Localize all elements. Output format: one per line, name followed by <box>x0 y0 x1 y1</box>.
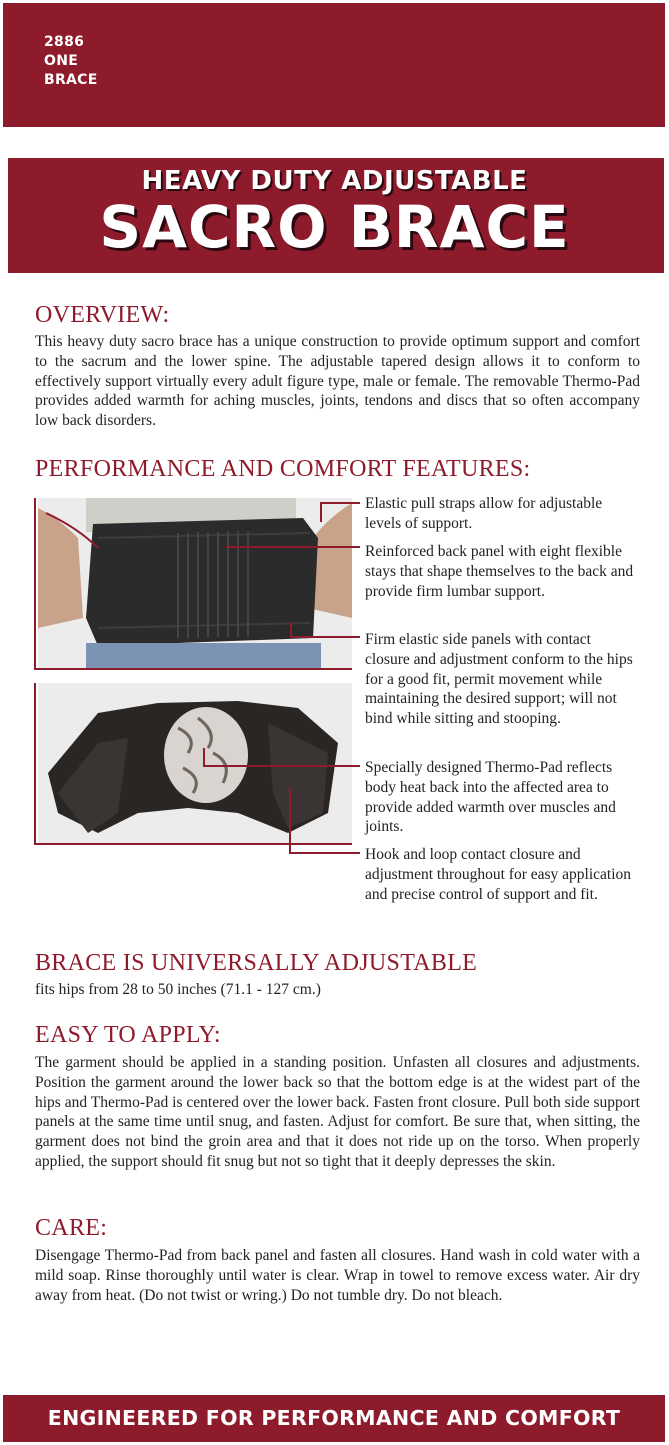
feature-thermo-pad: Specially designed Thermo-Pad reflects body heat back into the affected area to provide added warmth over muscles and joints. <box>365 759 616 836</box>
leader-line-side-panels <box>290 636 360 638</box>
feature-closure: Hook and loop contact closure and adjustment throughout for easy application and precise control of support and fit. <box>365 846 632 903</box>
feature-back-panel: Reinforced back panel with eight flexible stays that shape themselves to the back and provide firm lumbar support. <box>365 543 634 600</box>
footer-tagline: ENGINEERED FOR PERFORMANCE AND COMFORT <box>47 1406 621 1430</box>
top-banner <box>3 3 665 127</box>
leader-line-thermo-pad <box>203 748 205 767</box>
easy-to-apply-heading: EASY TO APPLY: <box>35 1022 221 1048</box>
leader-line-straps <box>320 502 360 504</box>
title-subtitle: HEAVY DUTY ADJUSTABLE <box>141 166 528 196</box>
leader-line-back-panel <box>226 546 360 548</box>
easy-to-apply-text: The garment should be applied in a standing position. Unfasten all closures and adjustments. Position the garment around the lower back so that the bottom edge is at the widest part of the hips and Thermo-Pad is centered over the lower back. Fasten front closure. Pull both side support panels at the same time until snug, and fasten. Adjust for comfort. Be sure that, when sitting, the garment does not bind the groin area and that it does not ride up on the torso. When properly applied, the support should fit snug but not so tight that it deeply depresses the skin. <box>35 1054 640 1170</box>
overview-heading: OVERVIEW: <box>35 302 170 328</box>
photo-frame-line <box>34 498 36 670</box>
product-code-number: 2886 <box>44 34 85 50</box>
adjustable-text: fits hips from 28 to 50 inches (71.1 - 127 cm.) <box>35 981 321 998</box>
photo-frame-line <box>34 683 36 845</box>
page-title: SACRO BRACE <box>99 193 570 261</box>
brace-worn-photo <box>38 498 352 668</box>
product-code-line2: ONE <box>44 53 79 69</box>
features-heading: PERFORMANCE AND COMFORT FEATURES: <box>35 456 531 482</box>
leader-line-closure <box>289 852 360 854</box>
product-code-line3: BRACE <box>44 72 98 88</box>
feature-elastic-straps: Elastic pull straps allow for adjustable levels of support. <box>365 495 603 532</box>
leader-line-straps <box>320 502 322 522</box>
photo-frame-line <box>34 843 352 845</box>
adjustable-heading: BRACE IS UNIVERSALLY ADJUSTABLE <box>35 950 478 976</box>
care-text: Disengage Thermo-Pad from back panel and fasten all closures. Hand wash in cold water with a mild soap. Rinse thoroughly until water is clear. Wrap in towel to remove excess water. Air dry away from heat. (Do not twist or wring.) Do not tumble dry. Do not bleach. <box>35 1247 640 1304</box>
product-code <box>44 33 98 90</box>
photo-frame-line <box>34 668 352 670</box>
overview-text: This heavy duty sacro brace has a unique construction to provide optimum support and comfort to the sacrum and the lower spine. The adjustable tapered design allows it to conform to effectively support virtually every adult figure type, male or female. The removable Thermo-Pad provides added warmth for aching muscles, joints, tendons and discs that so often accompany low back disorders. <box>35 333 640 430</box>
leader-line-closure <box>289 788 291 854</box>
leader-line-thermo-pad <box>203 765 360 767</box>
brace-flat-photo <box>38 683 352 843</box>
feature-side-panels: Firm elastic side panels with contact closure and adjustment conform to the hips for a good fit, permit movement while maintaining the desired support; will not bind while sitting and stooping. <box>365 631 633 728</box>
care-heading: CARE: <box>35 1215 108 1241</box>
leader-line-side-panels <box>290 622 292 638</box>
